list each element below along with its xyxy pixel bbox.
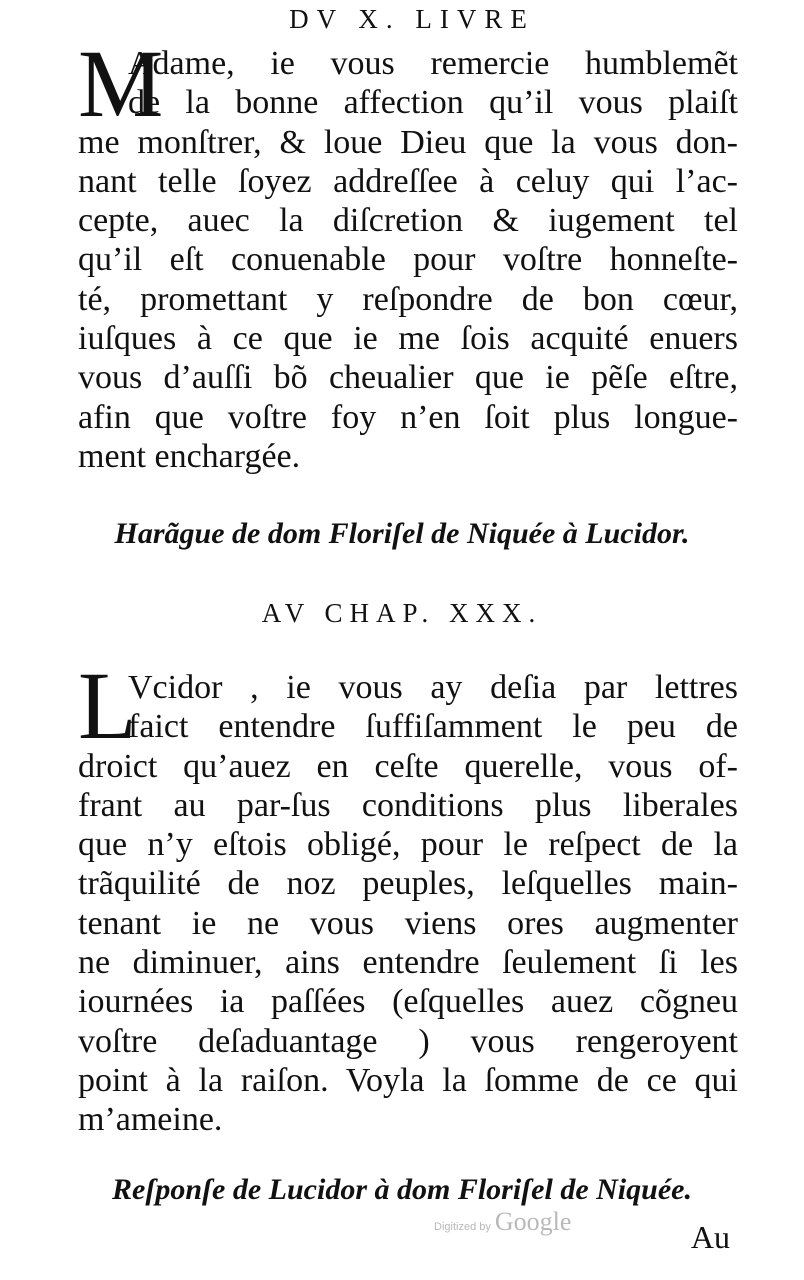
text-line: que n’y eſtois obligé, pour le reſpect de la — [78, 826, 738, 864]
text-line: vous d’auſſi bõ cheualier que ie pẽſe eſtre, — [78, 359, 738, 397]
text-line: tenant ie ne vous viens ores augmenter — [78, 904, 738, 942]
text-line: voſtre deſaduantage ) vous rengeroyent — [78, 1022, 738, 1060]
paragraph-lucidor — [78, 652, 738, 1140]
text-line: de la bonne affection qu’il vous plaiſt — [128, 84, 738, 122]
text-line: Vcidor , ie vous ay deſia par lettres — [128, 669, 738, 706]
text-line: té, promettant y reſpondre de bon cœur, — [78, 280, 738, 318]
text-line: faict entendre ſuffiſamment le peu de — [128, 708, 738, 746]
running-head: DV X. LIVRE — [289, 4, 535, 34]
section-heading-harangue: Harãgue de dom Floriſel de Niquée à Lucidor. — [114, 517, 690, 550]
text-line: iuſques à ce que ie me ſois acquité enuers — [78, 320, 738, 358]
text-line: m’ameine. — [78, 1101, 223, 1139]
text-line: nant telle ſoyez addreſſee à celuy qui l’ac- — [78, 162, 738, 200]
catchword: Au — [690, 1219, 730, 1255]
text-line: droict qu’auez en ceſte querelle, vous of- — [78, 747, 738, 785]
drop-cap-l: L — [78, 652, 137, 759]
drop-cap-m: M — [78, 30, 164, 137]
text-line: qu’il eſt conuenable pour voſtre honneſte- — [78, 241, 738, 279]
text-line: trãquilité de noz peuples, leſquelles main- — [78, 865, 738, 903]
text-line: Adame, ie vous remercie humblemẽt — [128, 45, 738, 82]
chapter-heading: AV CHAP. XXX. — [261, 598, 543, 628]
digitized-watermark — [434, 1207, 571, 1237]
section-heading-responce: Reſponſe de Lucidor à dom Floriſel de Niquée. — [112, 1173, 692, 1206]
text-line: iournées ia paſſées (eſquelles auez cõgneu — [78, 983, 738, 1021]
text-line: afin que voſtre foy n’en ſoit plus longue- — [78, 398, 738, 436]
text-line: cepte, auec la diſcretion & iugement tel — [78, 202, 738, 240]
text-line: ment enchargée. — [78, 437, 301, 475]
text-line: ne diminuer, ains entendre ſeulement ſi les — [78, 944, 738, 982]
watermark-brand: Google — [494, 1207, 572, 1236]
text-line: frant au par-ſus conditions plus liberales — [78, 786, 738, 824]
watermark-prefix: Digitized by — [434, 1221, 491, 1233]
paragraph-madame — [78, 30, 738, 476]
text-line: me monſtrer, & loue Dieu que la vous don- — [78, 123, 738, 161]
text-line: point à la raiſon. Voyla la ſomme de ce qui — [78, 1061, 738, 1099]
